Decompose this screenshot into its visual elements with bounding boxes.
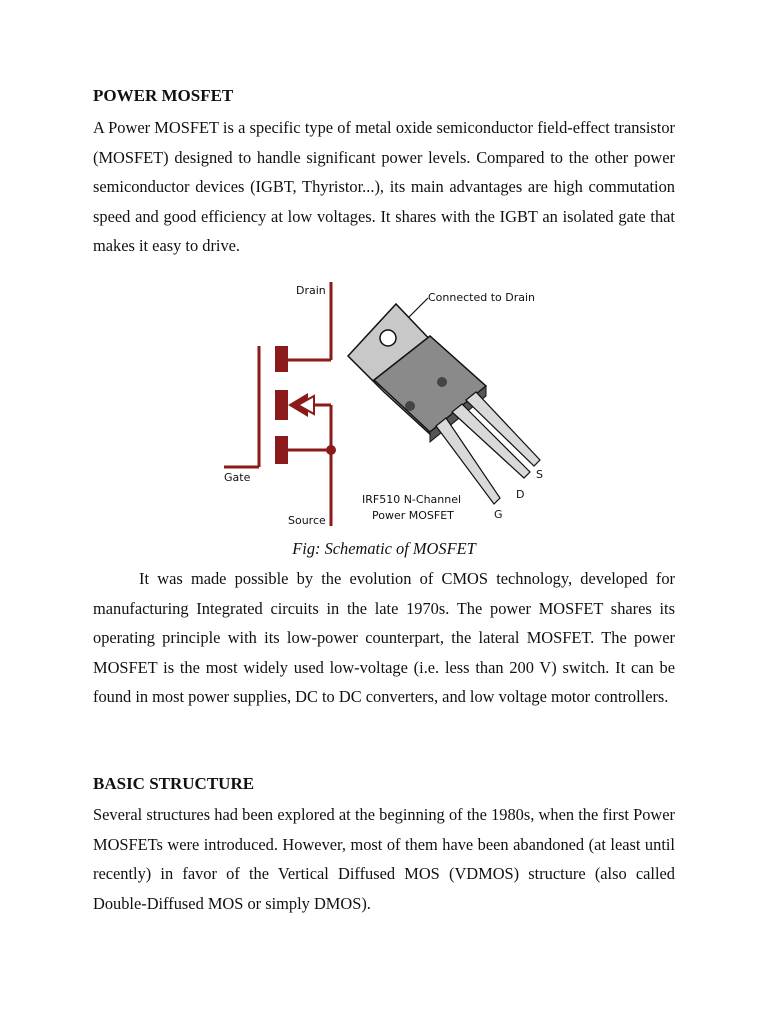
mosfet-figure [214,276,554,530]
gate-label: Gate [224,471,251,484]
drain-label: Drain [296,284,326,297]
section-heading-power-mosfet: POWER MOSFET [93,86,234,105]
section-heading-basic-structure: BASIC STRUCTURE [93,774,255,793]
pin-g-label: G [494,508,503,521]
basic-structure-paragraph: Several structures had been explored at the beginning of the 1980s, when the first Power MOSFETs were introduced. However, most of them have been abandoned (at least until recently) in favor of the Vertical Diffused MOS (VDMOS) structure (also called Double-Diffused MOS or simply DMOS). [93,805,675,913]
connected-to-drain-label: Connected to Drain [428,291,536,304]
mosfet-schematic-diagram [214,276,554,530]
pin-s-label: S [536,468,543,481]
source-label: Source [288,514,326,527]
figure-caption: Fig: Schematic of MOSFET [292,539,476,558]
cmos-paragraph: It was made possible by the evolution of CMOS technology, developed for manufacturing Integrated circuits in the late 1970s. The power MOSFET shares its operating principle with its low-power counterpart, the lateral MOSFET. The power MOSFET is the most widely used low-voltage (i.e. less than 200 V) switch. It can be found in most power supplies, DC to DC converters, and low voltage motor controllers. [93,569,675,706]
to247-package-drawing [348,304,540,504]
mosfet-circuit-symbol [224,282,336,526]
pin-d-label: D [516,488,525,501]
intro-paragraph: A Power MOSFET is a specific type of metal oxide semiconductor field-effect transistor (MOSFET) designed to handle significant power levels. Compared to the other power semiconductor devices (IGBT, Thyristor...), its main advantages are high commutation speed and good efficiency at low voltages. It shares with the IGBT an isolated gate that makes it easy to drive. [93,118,675,255]
part-type-label: Power MOSFET [372,509,454,522]
part-number-label: IRF510 N-Channel [362,493,462,506]
